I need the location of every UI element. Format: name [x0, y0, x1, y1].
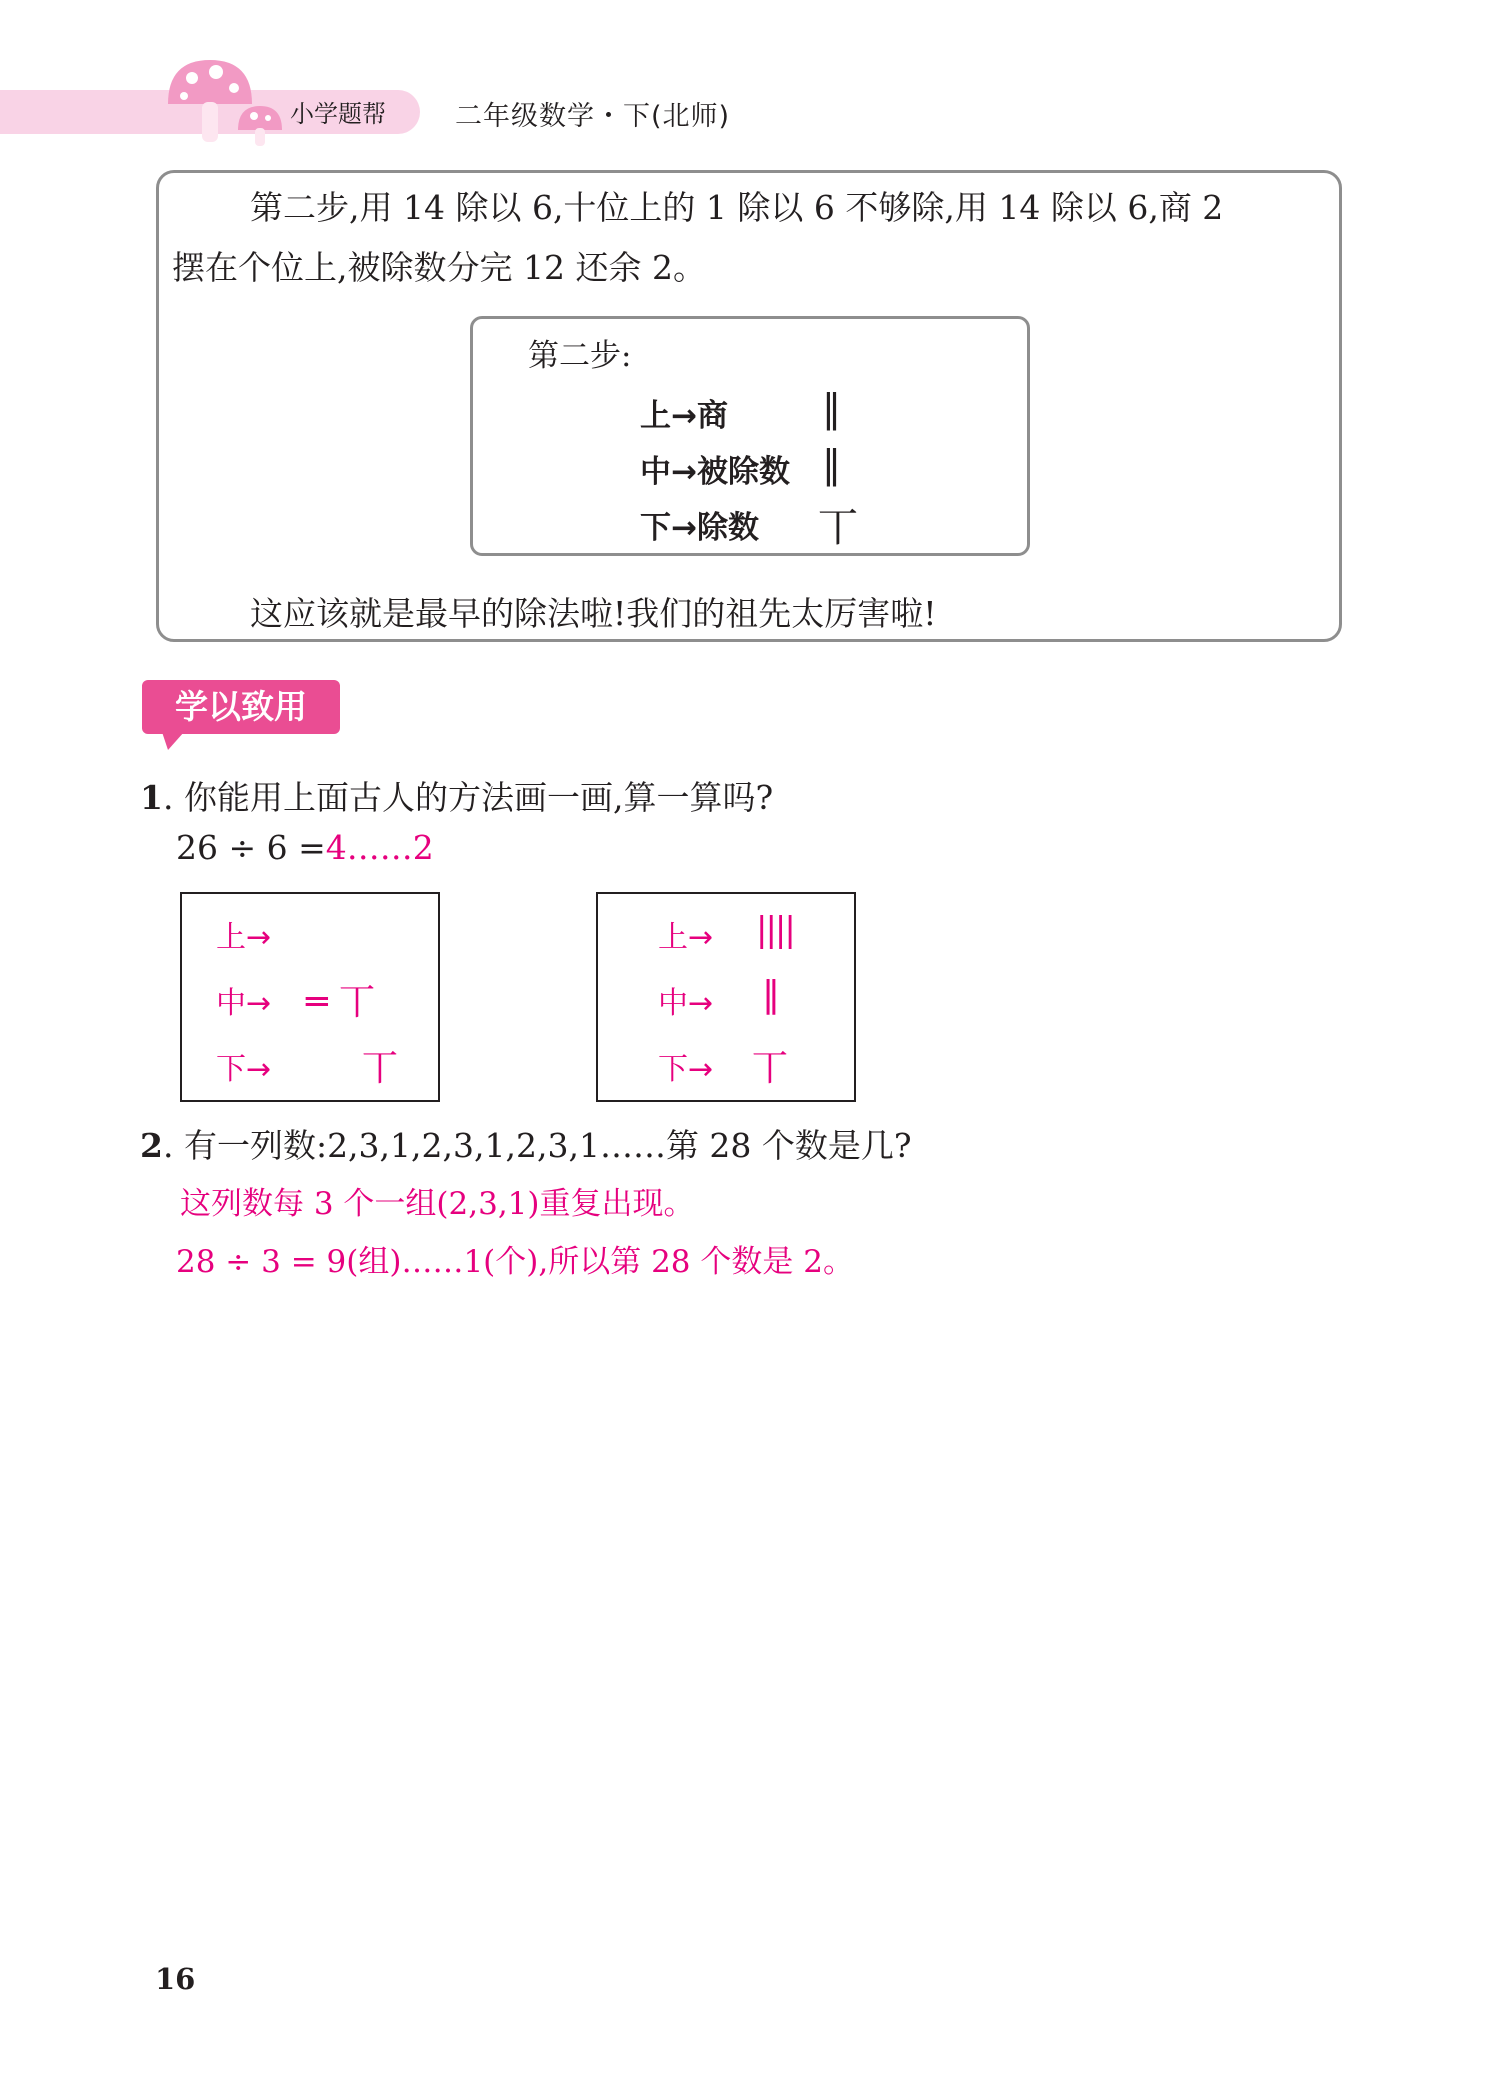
brand-name: 小学题帮: [290, 100, 386, 128]
q1-right-row-bottom-rods: 丅: [752, 1048, 789, 1089]
intro-line-2: 摆在个位上,被除数分完 12 还余 2。: [172, 248, 706, 287]
book-title: 二年级数学・下(北师): [455, 101, 731, 132]
q1-left-row-mid-label: 中→: [216, 986, 272, 1021]
intro-line-1: 第二步,用 14 除以 6,十位上的 1 除以 6 不够除,用 14 除以 6,商 2: [250, 188, 1224, 227]
section-tag: 学以致用: [142, 680, 340, 734]
q1-text: . 你能用上面古人的方法画一画,算一算吗?: [162, 778, 774, 817]
q1-left-row-bottom-label: 下→: [216, 1052, 272, 1087]
q1-box-right: [596, 892, 856, 1102]
diagram-row-bottom-label: 下→除数: [640, 510, 759, 546]
q1-left-row-mid-rods: ═ 丅: [306, 982, 376, 1023]
q1-left-row-bottom-rods: 丅: [362, 1048, 399, 1089]
diagram-row-mid-label: 中→被除数: [640, 454, 790, 490]
q1-right-row-bottom-label: 下→: [658, 1052, 714, 1087]
q1-right-row-top-rods: ||||: [756, 910, 794, 950]
q1-prompt: [140, 772, 773, 819]
q1-number: 1: [140, 778, 163, 817]
q1-right-row-mid-label: 中→: [658, 986, 714, 1021]
diagram-row-bottom-rod: 丅: [818, 505, 858, 551]
q2-text: . 有一列数:2,3,1,2,3,1,2,3,1……第 28 个数是几?: [162, 1126, 912, 1165]
page-number: 16: [155, 1962, 196, 1996]
q2-number: 2: [140, 1126, 163, 1165]
diagram-row-top-rod: ‖: [822, 386, 841, 430]
q2-prompt: [140, 1120, 912, 1167]
tag-pointer-icon: [162, 732, 184, 750]
q2-answer-line-1: 这列数每 3 个一组(2,3,1)重复出现。: [180, 1186, 695, 1222]
q1-left-row-top-label: 上→: [216, 920, 272, 955]
q1-equation: 26 ÷ 6 =: [176, 828, 326, 867]
q1-equation-line: [176, 828, 434, 867]
diagram-step-label: 第二步:: [528, 338, 632, 374]
q1-right-row-mid-rods: ‖: [762, 974, 780, 1015]
q1-answer: 4……2: [325, 828, 434, 867]
mushroom-logo-icon: [150, 52, 300, 150]
q2-answer-line-2: 28 ÷ 3 = 9(组)……1(个),所以第 28 个数是 2。: [176, 1244, 854, 1280]
q1-right-row-top-label: 上→: [658, 920, 714, 955]
intro-closing: 这应该就是最早的除法啦!我们的祖先太厉害啦!: [250, 594, 937, 633]
diagram-row-top-label: 上→商: [640, 398, 728, 434]
diagram-row-mid-rod: ‖: [822, 442, 841, 486]
